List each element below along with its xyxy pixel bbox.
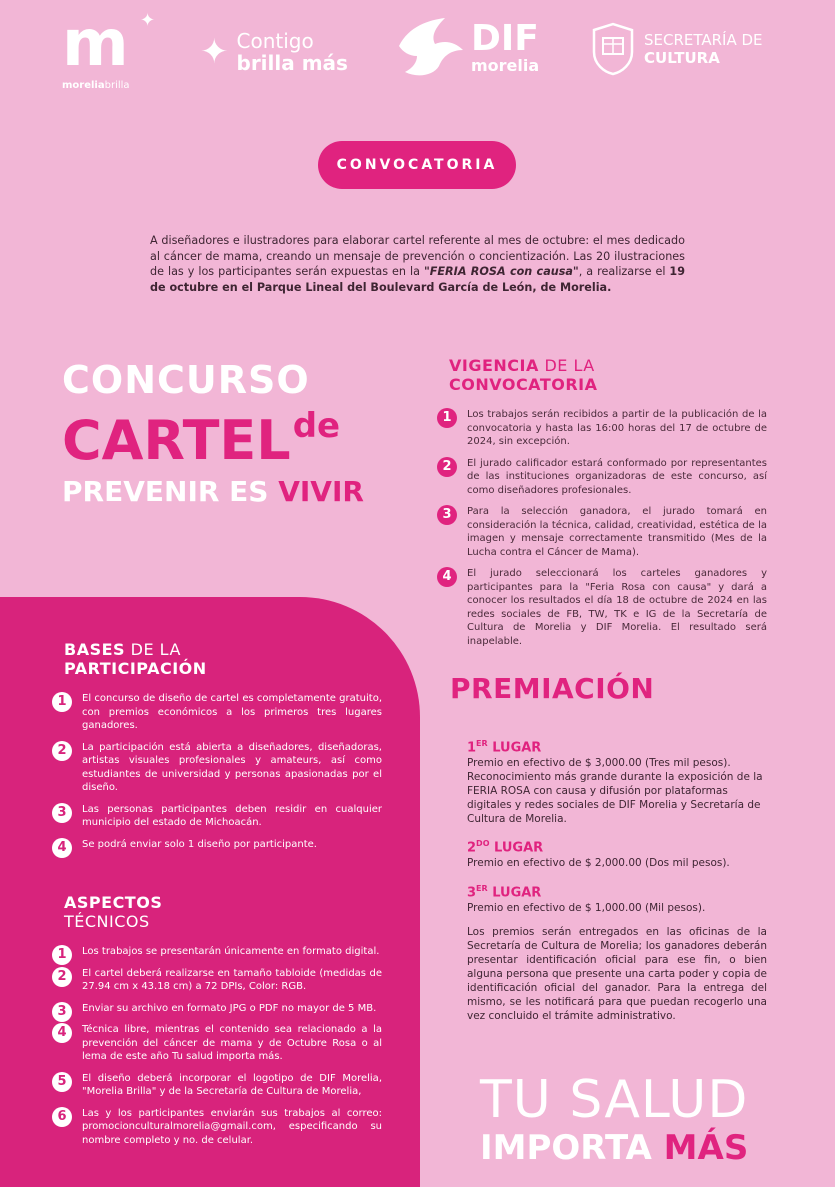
list-item: 4 Se podrá enviar solo 1 diseño por participante. — [52, 838, 382, 852]
prize-note: Los premios serán entregados en las oficinas de la Secretaría de Cultura de Morelia; los ganadores deberán presentar identificación oficial para ese fin, o bien alguna persona que presente una carta poder y copia de identificación oficial del ganador. Para la entrega del mismo, se les notificará para que puedan recogerlo una vez concluido el trámite administrativo. — [467, 926, 767, 1022]
contest-title — [62, 360, 402, 509]
vigencia-section — [437, 356, 767, 656]
list-item: 5 El diseño deberá incorporar el logotipo de DIF Morelia, "Morelia Brilla" y de la Secretaría de Cultura de Morelia, — [52, 1072, 382, 1099]
morelia-m-letter: m — [62, 7, 126, 81]
list-item: 4 El jurado seleccionará los carteles ganadores y participantes para la "Feria Rosa con causa" y dará a conocer los resultados el día 18 de octubre de 2024 en las redes sociales de FB, TW, TK e IG de la Secretaría de Cultura de Morelia y DIF Morelia. El resultado será inapelable. — [437, 567, 767, 648]
list-item: 2 La participación está abierta a diseñadores, diseñadoras, artistas visuales profesionales y amateurs, así como estudiantes de universidad y personas apasionadas por el diseño. — [52, 741, 382, 795]
prize-place: 3ER LUGAR — [467, 884, 542, 901]
list-item: 3 Las personas participantes deben residir en cualquier municipio del estado de Michoacán. — [52, 803, 382, 830]
prize-text: Premio en efectivo de $ 3,000.00 (Tres mil pesos). Reconocimiento más grande durante la exposición de la FERIA ROSA con causa y difusión por plataformas digitales y redes sociales de DIF Morelia y Secretaría de Cultura de Morelia. — [467, 757, 763, 826]
convocatoria-badge: CONVOCATORIA — [318, 141, 516, 189]
sparkle-icon: ✦ — [140, 10, 156, 31]
prize-place: $2^{DO}$ LUGAR — [467, 839, 544, 856]
list-item: 2 El jurado calificador estará conformado por representantes de las instituciones organizadoras de este concurso, así como diseñadores profesionales. — [437, 457, 767, 498]
list-item: 1 Los trabajos se presentarán únicamente en formato digital. — [52, 945, 382, 959]
bases-section — [0, 640, 420, 859]
aspectos-section — [0, 893, 420, 1155]
morelia-brilla-wordmark: moreliabrilla — [62, 80, 130, 91]
list-item: 6 Las y los participantes enviarán sus trabajos al correo: promocionculturalmorelia@gmail.com, especificando su nombre completo y no. de celular. — [52, 1107, 382, 1148]
prize-place: 1ER LUGAR — [467, 739, 542, 756]
prize-first — [467, 736, 767, 826]
list-item: 3 Enviar su archivo en formato JPG o PDF no mayor de 5 MB. — [52, 1002, 382, 1016]
logos-row — [0, 0, 835, 110]
premiacion-heading: PREMIACIÓN — [450, 672, 655, 705]
list-item: 3 Para la selección ganadora, el jurado tomará en consideración la técnica, calidad, creatividad, estética de la imagen y mensaje correctamente transmitido (Mes de la Lucha contra el Cáncer de Mama). — [437, 505, 767, 559]
aspectos-heading: ASPECTOS TÉCNICOS — [64, 893, 163, 931]
slogan — [480, 1072, 780, 1168]
prize-text: Premio en efectivo de $ 2,000.00 (Dos mil pesos). — [467, 857, 730, 870]
prize-second — [467, 836, 767, 870]
prize-text: Premio en efectivo de $ 1,000.00 (Mil pesos). — [467, 902, 706, 915]
dif-morelia-logo: DIF morelia — [395, 16, 539, 80]
title-cartel: $CARTEL^{de}$ — [62, 406, 341, 472]
prize-third — [467, 881, 767, 915]
vigencia-heading: VIGENCIA DE LA CONVOCATORIA — [449, 356, 598, 394]
aspectos-list — [52, 945, 382, 1147]
list-item: 1 El concurso de diseño de cartel es completamente gratuito, con premios económicos a los primeros tres lugares ganadores. — [52, 692, 382, 733]
title-concurso: CONCURSO — [62, 358, 310, 402]
dove-icon — [395, 16, 465, 80]
list-item: 1 Los trabajos serán recibidos a partir de la publicación de la convocatoria y hasta las 16:00 horas del 17 de octubre de 2024, sin excepción. — [437, 408, 767, 449]
bases-list — [52, 692, 382, 855]
slogan-line1: TU SALUD — [480, 1070, 749, 1130]
title-prevenir: PREVENIR ES VIVIR — [62, 475, 364, 508]
star-icon: ✦ — [200, 32, 229, 72]
slogan-line2: IMPORTA MÁS — [480, 1128, 749, 1168]
vigencia-list — [437, 408, 767, 648]
bases-heading: BASES DE LA PARTICIPACIÓN — [64, 640, 207, 678]
contigo-brilla-mas-logo: ✦ Contigo brilla más — [200, 29, 348, 75]
list-item: 4 Técnica libre, mientras el contenido sea relacionado a la prevención del cáncer de mama y de Octubre Rosa o al lema de este año Tu salud importa más. — [52, 1023, 382, 1064]
intro-paragraph: A diseñadores e ilustradores para elaborar cartel referente al mes de octubre: el mes dedicado al cáncer de mama, creando un mensaje de prevención o concientización. Las 20 ilustraciones de las y los participantes serán expuestas en la "FERIA ROSA con causa", a realizarse el 19 de octubre en el Parque Lineal del Boulevard García de León, de Morelia. — [150, 234, 685, 294]
list-item: 2 El cartel deberá realizarse en tamaño tabloide (medidas de 27.94 cm x 43.18 cm) a 72 DPIs, Color: RGB. — [52, 967, 382, 994]
secretaria-cultura-logo: SECRETARÍA DE CULTURA — [590, 22, 763, 76]
coat-of-arms-icon — [590, 22, 636, 76]
morelia-brilla-logo — [62, 7, 156, 94]
